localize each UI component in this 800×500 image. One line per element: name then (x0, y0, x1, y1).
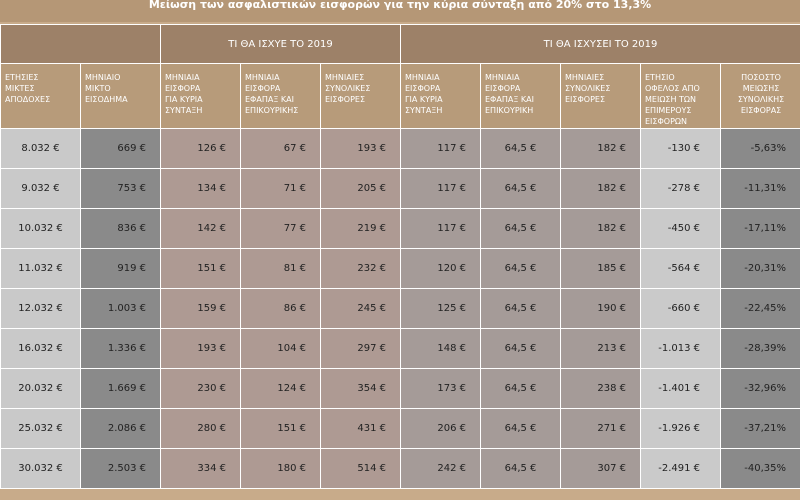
table-title (0, 0, 800, 22)
header-line: ΕΤΗΣΙΕΣ (5, 73, 39, 82)
annual-benefit-cell: -450 € (641, 209, 721, 249)
annual-gross-cell: 9.032 € (1, 169, 81, 209)
annual-gross-cell: 11.032 € (1, 249, 81, 289)
main-pension-new-cell: 125 € (401, 289, 481, 329)
lump-sum-new-cell: 64,5 € (481, 409, 561, 449)
header-line: ΣΥΝΟΛΙΚΕΣ (565, 84, 611, 93)
group-header-current: ΤΙ ΘΑ ΙΣΧΥΕ ΤΟ 2019 (161, 25, 401, 64)
lump-sum-new-cell: 64,5 € (481, 369, 561, 409)
header-line: ΓΙΑ ΚΥΡΙΑ (165, 95, 203, 104)
table-row (1, 409, 800, 449)
monthly-gross-cell: 1.336 € (81, 329, 161, 369)
main-pension-current-cell: 159 € (161, 289, 241, 329)
total-new-cell: 213 € (561, 329, 641, 369)
main-pension-current-cell: 151 € (161, 249, 241, 289)
total-new-cell: 182 € (561, 169, 641, 209)
header-line: ΜΗΝΙΑΙΑ (405, 73, 440, 82)
header-line: ΕΙΣΦΟΡΑ (245, 84, 281, 93)
total-current-cell: 219 € (321, 209, 401, 249)
main-pension-new-cell: 117 € (401, 209, 481, 249)
header-main-pension-2019-current (161, 64, 241, 129)
annual-gross-cell: 30.032 € (1, 449, 81, 489)
annual-gross-cell: 16.032 € (1, 329, 81, 369)
total-new-cell: 190 € (561, 289, 641, 329)
main-pension-current-cell: 142 € (161, 209, 241, 249)
lump-sum-current-cell: 71 € (241, 169, 321, 209)
header-lump-sum-2019-current (241, 64, 321, 129)
title-to: 13,3% (613, 0, 652, 11)
main-pension-current-cell: 193 € (161, 329, 241, 369)
header-line: ΕΦΑΠΑΞ ΚΑΙ (485, 95, 534, 104)
lump-sum-new-cell: 64,5 € (481, 209, 561, 249)
lump-sum-new-cell: 64,5 € (481, 289, 561, 329)
reduction-percent-cell: -20,31% (721, 249, 800, 289)
header-line: ΕΙΣΦΟΡΑΣ (740, 106, 782, 115)
table-row (1, 249, 800, 289)
header-annual-gross (1, 64, 81, 129)
header-line: ΠΟΣΟΣΤΟ (741, 73, 781, 82)
lump-sum-current-cell: 151 € (241, 409, 321, 449)
header-line: ΕΙΣΦΟΡΑ (405, 84, 441, 93)
header-line: ΜΗΝΙΑΙΑ (165, 73, 200, 82)
table-row (1, 209, 800, 249)
annual-benefit-cell: -130 € (641, 129, 721, 169)
reduction-percent-cell: -32,96% (721, 369, 800, 409)
lump-sum-new-cell: 64,5 € (481, 249, 561, 289)
monthly-gross-cell: 1.003 € (81, 289, 161, 329)
annual-benefit-cell: -2.491 € (641, 449, 721, 489)
monthly-gross-cell: 919 € (81, 249, 161, 289)
total-new-cell: 185 € (561, 249, 641, 289)
header-line: ΟΦΕΛΟΣ ΑΠΟ (645, 84, 700, 93)
total-new-cell: 271 € (561, 409, 641, 449)
lump-sum-current-cell: 124 € (241, 369, 321, 409)
main-pension-new-cell: 117 € (401, 169, 481, 209)
total-new-cell: 182 € (561, 129, 641, 169)
main-pension-current-cell: 230 € (161, 369, 241, 409)
main-pension-new-cell: 148 € (401, 329, 481, 369)
header-monthly-gross (81, 64, 161, 129)
table-row (1, 129, 800, 169)
reduction-percent-cell: -37,21% (721, 409, 800, 449)
lump-sum-current-cell: 180 € (241, 449, 321, 489)
table-row (1, 169, 800, 209)
main-pension-new-cell: 120 € (401, 249, 481, 289)
header-line: ΣΥΝΟΛΙΚΕΣ (325, 84, 371, 93)
main-pension-current-cell: 134 € (161, 169, 241, 209)
header-line: ΕΦΑΠΑΞ ΚΑΙ (245, 95, 294, 104)
group-header-row (1, 25, 800, 64)
total-current-cell: 431 € (321, 409, 401, 449)
main-pension-current-cell: 126 € (161, 129, 241, 169)
column-header-row (1, 64, 800, 129)
reduction-percent-cell: -40,35% (721, 449, 800, 489)
header-line: ΣΥΝΟΛΙΚΗΣ (737, 95, 785, 104)
header-line: ΕΙΣΦΟΡΑ (485, 84, 521, 93)
monthly-gross-cell: 2.503 € (81, 449, 161, 489)
header-line: ΕΙΣΟΔΗΜΑ (85, 95, 128, 104)
lump-sum-new-cell: 64,5 € (481, 169, 561, 209)
header-total-2019-current (321, 64, 401, 129)
annual-benefit-cell: -1.926 € (641, 409, 721, 449)
header-line: ΜΗΝΙΑΙΟ (85, 73, 121, 82)
annual-benefit-cell: -660 € (641, 289, 721, 329)
total-current-cell: 354 € (321, 369, 401, 409)
main-pension-current-cell: 334 € (161, 449, 241, 489)
main-pension-new-cell: 117 € (401, 129, 481, 169)
lump-sum-new-cell: 64,5 € (481, 129, 561, 169)
header-line: ΕΠΙΚΟΥΡΙΚΗΣ (245, 106, 299, 115)
annual-benefit-cell: -1.401 € (641, 369, 721, 409)
header-line: ΕΠΙΚΟΥΡΙΚΗ (485, 106, 534, 115)
header-line: ΕΙΣΦΟΡΑ (165, 84, 201, 93)
annual-benefit-cell: -1.013 € (641, 329, 721, 369)
header-line: ΣΥΝΤΑΞΗ (165, 106, 203, 115)
monthly-gross-cell: 1.669 € (81, 369, 161, 409)
group-header-blank (1, 25, 161, 64)
header-reduction-percent (721, 64, 800, 129)
annual-benefit-cell: -278 € (641, 169, 721, 209)
header-line: ΕΠΙΜΕΡΟΥΣ (645, 106, 692, 115)
annual-benefit-cell: -564 € (641, 249, 721, 289)
header-line: ΑΠΟΔΟΧΕΣ (5, 95, 51, 104)
lump-sum-current-cell: 67 € (241, 129, 321, 169)
total-current-cell: 205 € (321, 169, 401, 209)
total-current-cell: 232 € (321, 249, 401, 289)
header-line: ΜΗΝΙΑΙΑ (485, 73, 520, 82)
header-total-2019-new (561, 64, 641, 129)
total-new-cell: 182 € (561, 209, 641, 249)
reduction-percent-cell: -22,45% (721, 289, 800, 329)
group-header-new: ΤΙ ΘΑ ΙΣΧΥΣΕΙ ΤΟ 2019 (401, 25, 800, 64)
header-line: ΕΙΣΦΟΡΩΝ (645, 117, 687, 126)
lump-sum-current-cell: 86 € (241, 289, 321, 329)
lump-sum-current-cell: 77 € (241, 209, 321, 249)
reduction-percent-cell: -17,11% (721, 209, 800, 249)
header-line: ΓΙΑ ΚΥΡΙΑ (405, 95, 443, 104)
total-new-cell: 307 € (561, 449, 641, 489)
lump-sum-current-cell: 81 € (241, 249, 321, 289)
title-from: 20% (555, 0, 583, 11)
header-line: ΜΕΙΩΣΗΣ (742, 84, 780, 93)
annual-gross-cell: 12.032 € (1, 289, 81, 329)
annual-gross-cell: 8.032 € (1, 129, 81, 169)
lump-sum-new-cell: 64,5 € (481, 449, 561, 489)
lump-sum-current-cell: 104 € (241, 329, 321, 369)
header-line: ΕΤΗΣΙΟ (645, 73, 675, 82)
annual-gross-cell: 25.032 € (1, 409, 81, 449)
reduction-percent-cell: -28,39% (721, 329, 800, 369)
contributions-table (0, 24, 800, 489)
annual-gross-cell: 10.032 € (1, 209, 81, 249)
header-main-pension-2019-new (401, 64, 481, 129)
main-pension-current-cell: 280 € (161, 409, 241, 449)
header-line: ΣΥΝΤΑΞΗ (405, 106, 443, 115)
annual-gross-cell: 20.032 € (1, 369, 81, 409)
main-pension-new-cell: 242 € (401, 449, 481, 489)
total-current-cell: 297 € (321, 329, 401, 369)
table-row (1, 369, 800, 409)
main-pension-new-cell: 206 € (401, 409, 481, 449)
reduction-percent-cell: -11,31% (721, 169, 800, 209)
table-row (1, 289, 800, 329)
header-line: ΜΕΙΩΣΗ ΤΩΝ (645, 95, 697, 104)
header-line: ΜΗΝΙΑΙΕΣ (325, 73, 365, 82)
header-line: ΕΙΣΦΟΡΕΣ (565, 95, 605, 104)
header-line: ΜΗΝΙΑΙΕΣ (565, 73, 605, 82)
monthly-gross-cell: 2.086 € (81, 409, 161, 449)
total-current-cell: 514 € (321, 449, 401, 489)
header-lump-sum-2019-new (481, 64, 561, 129)
header-line: ΜΙΚΤΕΣ (5, 84, 35, 93)
total-new-cell: 238 € (561, 369, 641, 409)
monthly-gross-cell: 669 € (81, 129, 161, 169)
header-line: ΜΙΚΤΟ (85, 84, 111, 93)
lump-sum-new-cell: 64,5 € (481, 329, 561, 369)
title-prefix: Μείωση των ασφαλιστικών εισφορών για την κύρια σύνταξη από (148, 0, 556, 11)
table-row (1, 449, 800, 489)
total-current-cell: 245 € (321, 289, 401, 329)
monthly-gross-cell: 753 € (81, 169, 161, 209)
monthly-gross-cell: 836 € (81, 209, 161, 249)
reduction-percent-cell: -5,63% (721, 129, 800, 169)
title-mid: στο (582, 0, 614, 11)
total-current-cell: 193 € (321, 129, 401, 169)
header-line: ΕΙΣΦΟΡΕΣ (325, 95, 365, 104)
header-line: ΜΗΝΙΑΙΑ (245, 73, 280, 82)
table-row (1, 329, 800, 369)
main-pension-new-cell: 173 € (401, 369, 481, 409)
header-annual-benefit (641, 64, 721, 129)
